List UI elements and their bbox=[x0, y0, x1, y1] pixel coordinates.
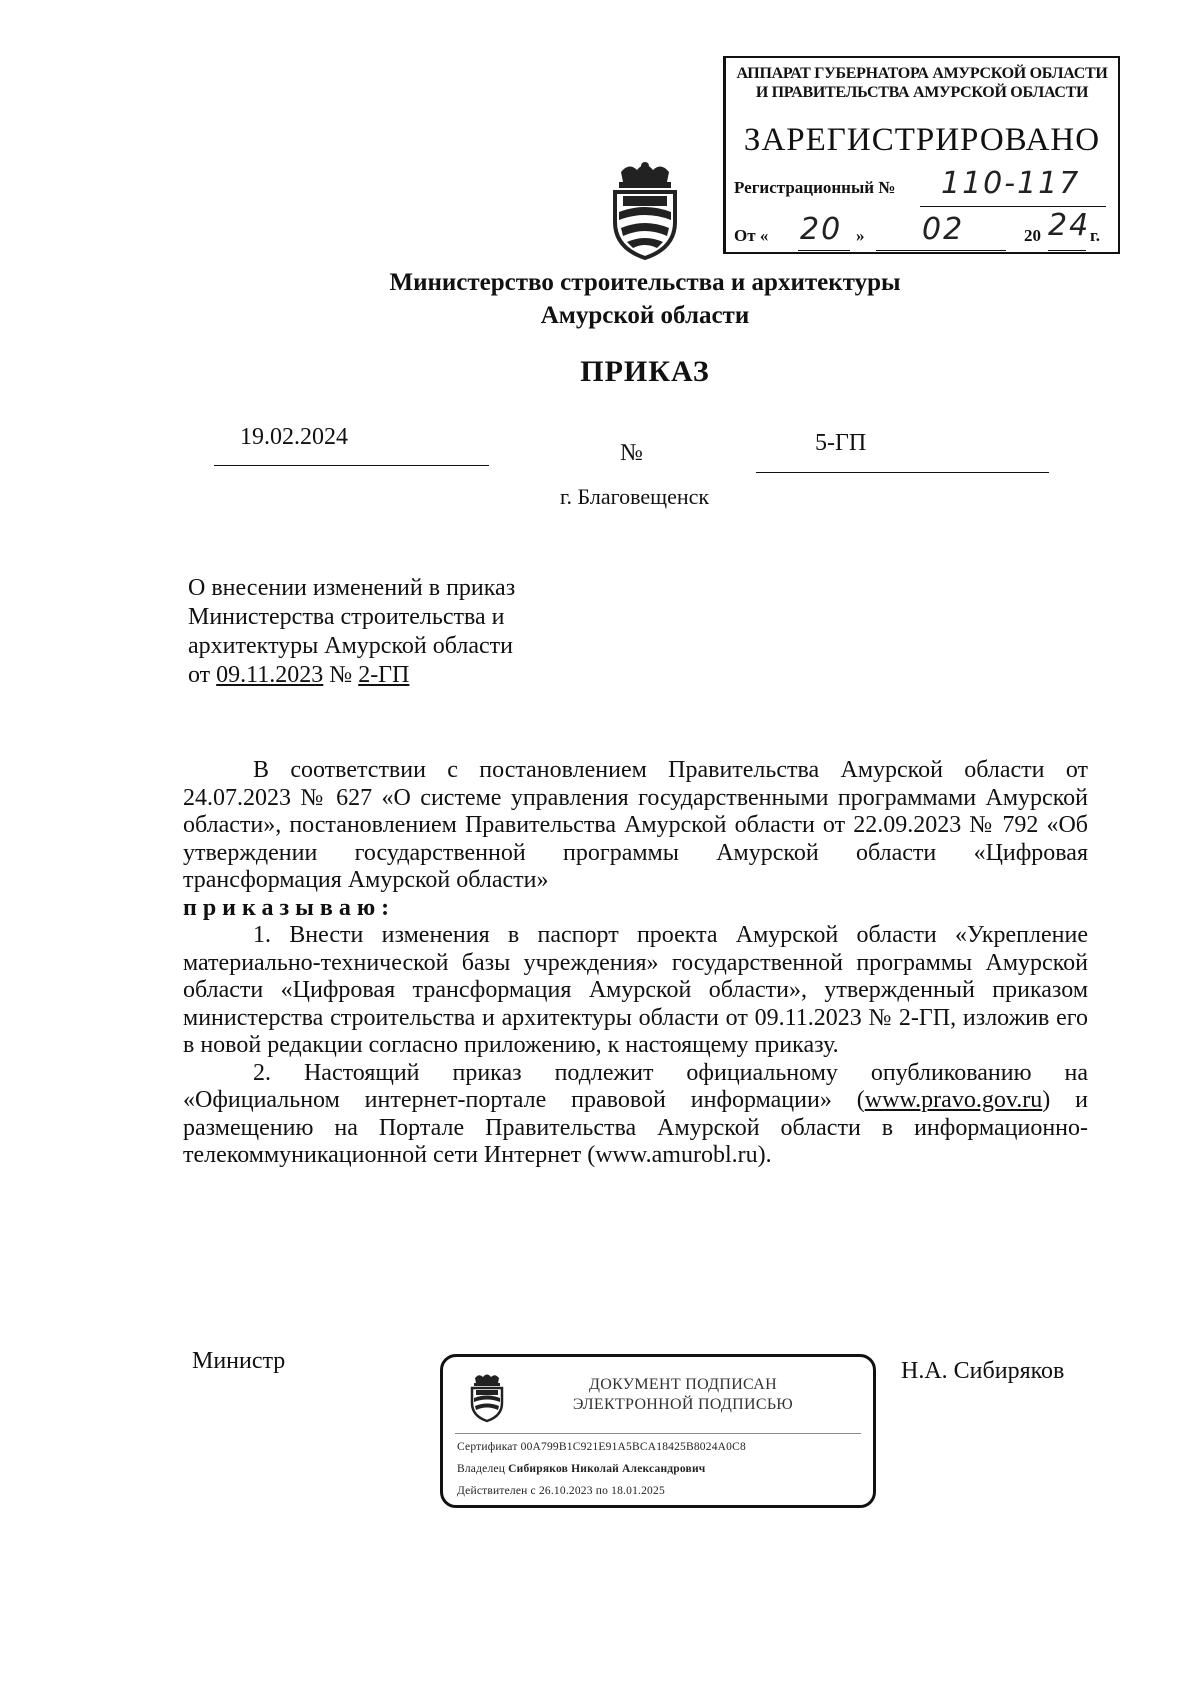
registration-stamp bbox=[723, 56, 1120, 254]
subject-line2: Министерства строительства и bbox=[188, 604, 505, 630]
esig-coat-of-arms-icon bbox=[469, 1371, 505, 1423]
order-body bbox=[183, 757, 1088, 1170]
stamp-status: ЗАРЕГИСТРИРОВАНО bbox=[743, 122, 1101, 158]
stamp-day-close: » bbox=[856, 226, 865, 245]
stamp-month-underline bbox=[876, 250, 1006, 251]
coat-of-arms-icon bbox=[609, 160, 681, 260]
order-city: г. Благовещенск bbox=[560, 484, 710, 509]
stamp-org-line2: И ПРАВИТЕЛЬСТВА АМУРСКОЙ ОБЛАСТИ bbox=[755, 84, 1089, 101]
esig-divider bbox=[455, 1433, 861, 1434]
stamp-year-unit: г. bbox=[1090, 226, 1101, 245]
ministry-name-line1: Министерство строительства и архитектуры bbox=[389, 269, 901, 296]
subject-line1: О внесении изменений в приказ bbox=[188, 575, 516, 601]
subject-line3: архитектуры Амурской области bbox=[188, 633, 513, 659]
order-number-sign: № bbox=[620, 440, 643, 466]
body-item-2: 2. Настоящий приказ подлежит официальному опубликованию на «Официальном интернет-портале правовой информации» (www.pravo.gov.ru) и размещению на Портале Правительства Амурской области в информационно-телекоммуникационной сети Интернет (www.amurobl.ru). bbox=[183, 1059, 1088, 1168]
body-item-1: 1. Внести изменения в паспорт проекта Амурской области «Укрепление материально-технической базы учреждения» государственной программы Амурской области «Цифровая трансформация Амурской области», утвержденный приказом министерства строительства и архитектуры области от 09.11.2023 № 2-ГП, изложив его в новой редакции согласно приложению, к настоящему приказу. bbox=[183, 922, 1088, 1058]
subject-ref-number: 2-ГП bbox=[358, 662, 410, 688]
esig-certificate: Сертификат 00A799B1C921E91A5BCA18425B8024A0C8 bbox=[457, 1441, 746, 1453]
stamp-month: 02 bbox=[922, 212, 965, 247]
order-date-underline bbox=[214, 465, 489, 466]
stamp-year-underline bbox=[1048, 250, 1086, 251]
stamp-year-prefix: 20 bbox=[1024, 226, 1041, 245]
order-subject bbox=[188, 574, 568, 690]
signer-name: Н.А. Сибиряков bbox=[901, 1358, 1065, 1384]
stamp-number-label: Регистрационный № bbox=[734, 178, 896, 197]
esig-owner: Владелец Сибиряков Николай Александрович bbox=[457, 1463, 706, 1475]
order-date: 19.02.2024 bbox=[240, 424, 348, 450]
stamp-number-handwritten: 110-117 bbox=[941, 166, 1081, 201]
esig-validity: Действителен с 26.10.2023 по 18.01.2025 bbox=[457, 1485, 665, 1497]
stamp-year-suffix: 24 bbox=[1048, 208, 1091, 243]
body-preamble: В соответствии с постановлением Правительства Амурской области от 24.07.2023 № 627 «О системе управления государственными программами Амурской области», постановлением Правительства Амурской области от 22.09.2023 № 792 «Об утверждении государственной программы Амурской области «Цифровая трансформация Амурской области» bbox=[183, 757, 1088, 893]
electronic-signature-stamp bbox=[440, 1354, 876, 1508]
stamp-number-row bbox=[734, 178, 895, 198]
esig-heading: ДОКУМЕНТ ПОДПИСАН ЭЛЕКТРОННОЙ ПОДПИСЬЮ bbox=[572, 1376, 794, 1413]
order-number: 5-ГП bbox=[815, 430, 867, 456]
stamp-number-underline bbox=[920, 206, 1106, 207]
subject-ref-date: 09.11.2023 bbox=[216, 662, 324, 688]
pravo-link[interactable]: www.pravo.gov.ru bbox=[864, 1087, 1043, 1113]
order-number-underline bbox=[756, 472, 1049, 473]
stamp-date-label: От « bbox=[734, 226, 769, 245]
ministry-name-line2: Амурской области bbox=[540, 302, 750, 329]
subject-line4: от 09.11.2023 № 2-ГП bbox=[188, 662, 410, 688]
stamp-day-underline bbox=[798, 250, 850, 251]
signer-position: Министр bbox=[192, 1348, 286, 1374]
stamp-org-line1: АППАРАТ ГУБЕРНАТОРА АМУРСКОЙ ОБЛАСТИ bbox=[736, 65, 1108, 82]
body-order-word: приказываю: bbox=[183, 894, 396, 921]
stamp-day: 20 bbox=[800, 212, 843, 247]
stamp-organization bbox=[726, 64, 1118, 102]
document-type: ПРИКАЗ bbox=[580, 355, 710, 388]
